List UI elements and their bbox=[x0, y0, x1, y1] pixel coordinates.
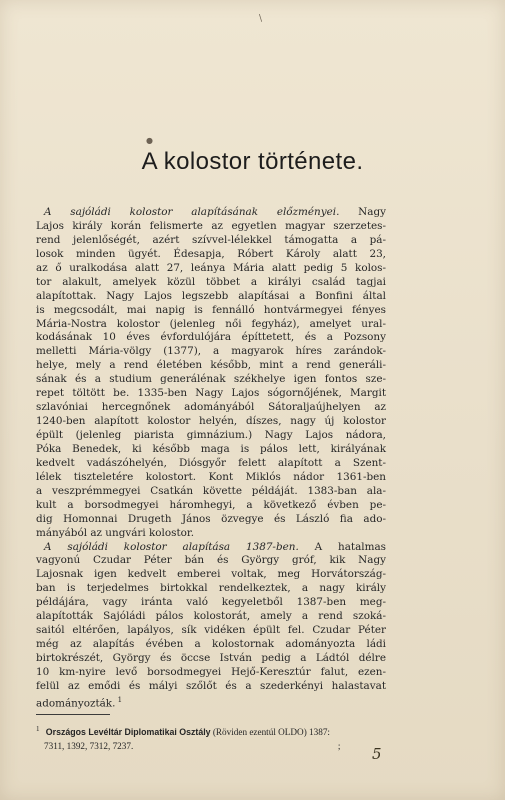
body-line: sának és a studium generálénak székhelye igen fontos sze- bbox=[36, 373, 386, 386]
body-line: vagyonú Czudar Péter bán és György gróf, kik Nagy bbox=[36, 554, 386, 567]
body-line: mányából az ungvári kolostor. bbox=[36, 526, 195, 539]
body-line: kedvelt vadászóhelyén, Diósgyőr felett alapított a Szent- bbox=[36, 456, 386, 469]
body-line: még az alapítás évében a kolostornak adományozta ládi bbox=[36, 638, 386, 651]
footnote-note: (Röviden ezentúl OLDO) 1387: bbox=[212, 727, 330, 738]
body-line: a veszprémmegyei Csatkán követte példáját. 1383-ban ala- bbox=[36, 484, 386, 497]
body-line: kult a borsodmegyei háromhegyi, a következő évben pe- bbox=[36, 498, 386, 511]
footnote-line-2 bbox=[36, 739, 386, 753]
body-line: repet töltött be. 1335-ben Nagy Lajos sógornőjének, Margit bbox=[36, 387, 386, 400]
footnote-line-1 bbox=[36, 722, 386, 739]
body-line: az ő uralkodása alatt 27, leánya Mária alatt pedig 5 kolos- bbox=[36, 261, 386, 274]
body-line: alapították Sajóládi pálos kolostorát, amely a rend szoká- bbox=[36, 610, 386, 623]
footnote bbox=[36, 722, 386, 753]
footnote-number: 1 bbox=[36, 725, 40, 733]
body-line: melletti Mária-völgy (1377), a magyarok híres zarándok- bbox=[36, 345, 386, 358]
footnote-reference: 1 bbox=[115, 695, 123, 704]
body-line: Lajosnak igen kedvelt emberei voltak, meg Horvátország- bbox=[36, 568, 386, 581]
body-line: Mária-Nostra kolostor (jelenleg női fegyház), amelyet ural- bbox=[36, 317, 386, 330]
body-line: dig Homonnai Drugeth János özvegye és László fia ado- bbox=[36, 512, 386, 525]
footnote-rule bbox=[36, 714, 110, 715]
body-line: példájára, vagy iránta való kegyeletből 1387-ben meg- bbox=[36, 596, 386, 609]
top-pencil-mark: \ bbox=[259, 14, 263, 24]
body-line: tor alakult, amelyek közül többet a királyi család tagjai bbox=[36, 275, 386, 288]
body-line: felül az emődi és mályi szőlőt és a szederkényi halastavat bbox=[36, 679, 386, 692]
body-line: kodásának 10 éves évfordulójára építtetett, és a Pozsony bbox=[36, 331, 386, 344]
body-line: A sajóládi kolostor alapítása 1387-ben. A hatalmas bbox=[44, 540, 386, 553]
footnote-refs: 7311, 1392, 7312, 7237. bbox=[44, 741, 134, 752]
body-line: is megcsodált, mai napig is fennálló hontvármegyei fényes bbox=[36, 303, 386, 316]
section-heading-italic: A sajóládi kolostor alapítása 1387-ben. bbox=[44, 540, 299, 553]
body-line: Lajos király korán felismerte az egyetlen magyar szerzetes- bbox=[36, 219, 386, 232]
body-line: 10 km-nyire levő borsodmegyei Hejő-Keresztúr falut, ezen- bbox=[36, 665, 386, 678]
body-line: Póka Benedek, ki később maga is pálos lett, királyának bbox=[36, 442, 386, 455]
body-text bbox=[36, 206, 386, 708]
body-line: szlavóniai hercegnőnek adományából Sátoraljaújhelyen az bbox=[36, 401, 386, 414]
body-line: 1240-ben alapított kolostor helyén, díszes, nagy új kolostor bbox=[36, 415, 386, 428]
body-line: losok minden ügyét. Édesapja, Róbert Károly alatt 23, bbox=[36, 247, 386, 260]
body-line: helye, mely a rend életében később, mint a rend generáli- bbox=[36, 359, 386, 372]
footnote-tail-mark: ; bbox=[337, 741, 341, 752]
body-line: A sajóládi kolostor alapításának előzményei. Nagy bbox=[44, 206, 386, 218]
body-line: lélek tiszteletére kolostort. Kont Miklós nádor 1361-ben bbox=[36, 470, 386, 483]
body-line: adományozták. $^1$ bbox=[36, 695, 123, 710]
body-line: birtokrészét, György és öccse István pedig a Ládtól délre bbox=[36, 652, 386, 664]
chapter-title: A kolostor története. bbox=[141, 148, 364, 175]
body-line: alapítottak. Nagy Lajos legszebb alapításai a Bonfini által bbox=[36, 289, 386, 302]
section-heading-italic: A sajóládi kolostor alapításának előzményei. bbox=[44, 206, 340, 218]
page-number: 5 bbox=[372, 745, 382, 763]
body-line: épült (jelenleg piarista gimnázium.) Nagy Lajos nádora, bbox=[36, 429, 386, 441]
body-line: ban is terjedelmes birtokkal rendelkeztek, a nagy király bbox=[36, 582, 386, 595]
ink-dot-mark: ● bbox=[146, 136, 153, 145]
body-line: rend jelenlőségét, azért szívvel-lélekkel támogatta a pá- bbox=[36, 233, 386, 246]
body-line: saitól eltérően, lapályos, sík vidéken épült fel. Czudar Péter bbox=[36, 624, 386, 637]
footnote-source: Országos Levéltár Diplomatikai Osztály bbox=[45, 727, 211, 738]
